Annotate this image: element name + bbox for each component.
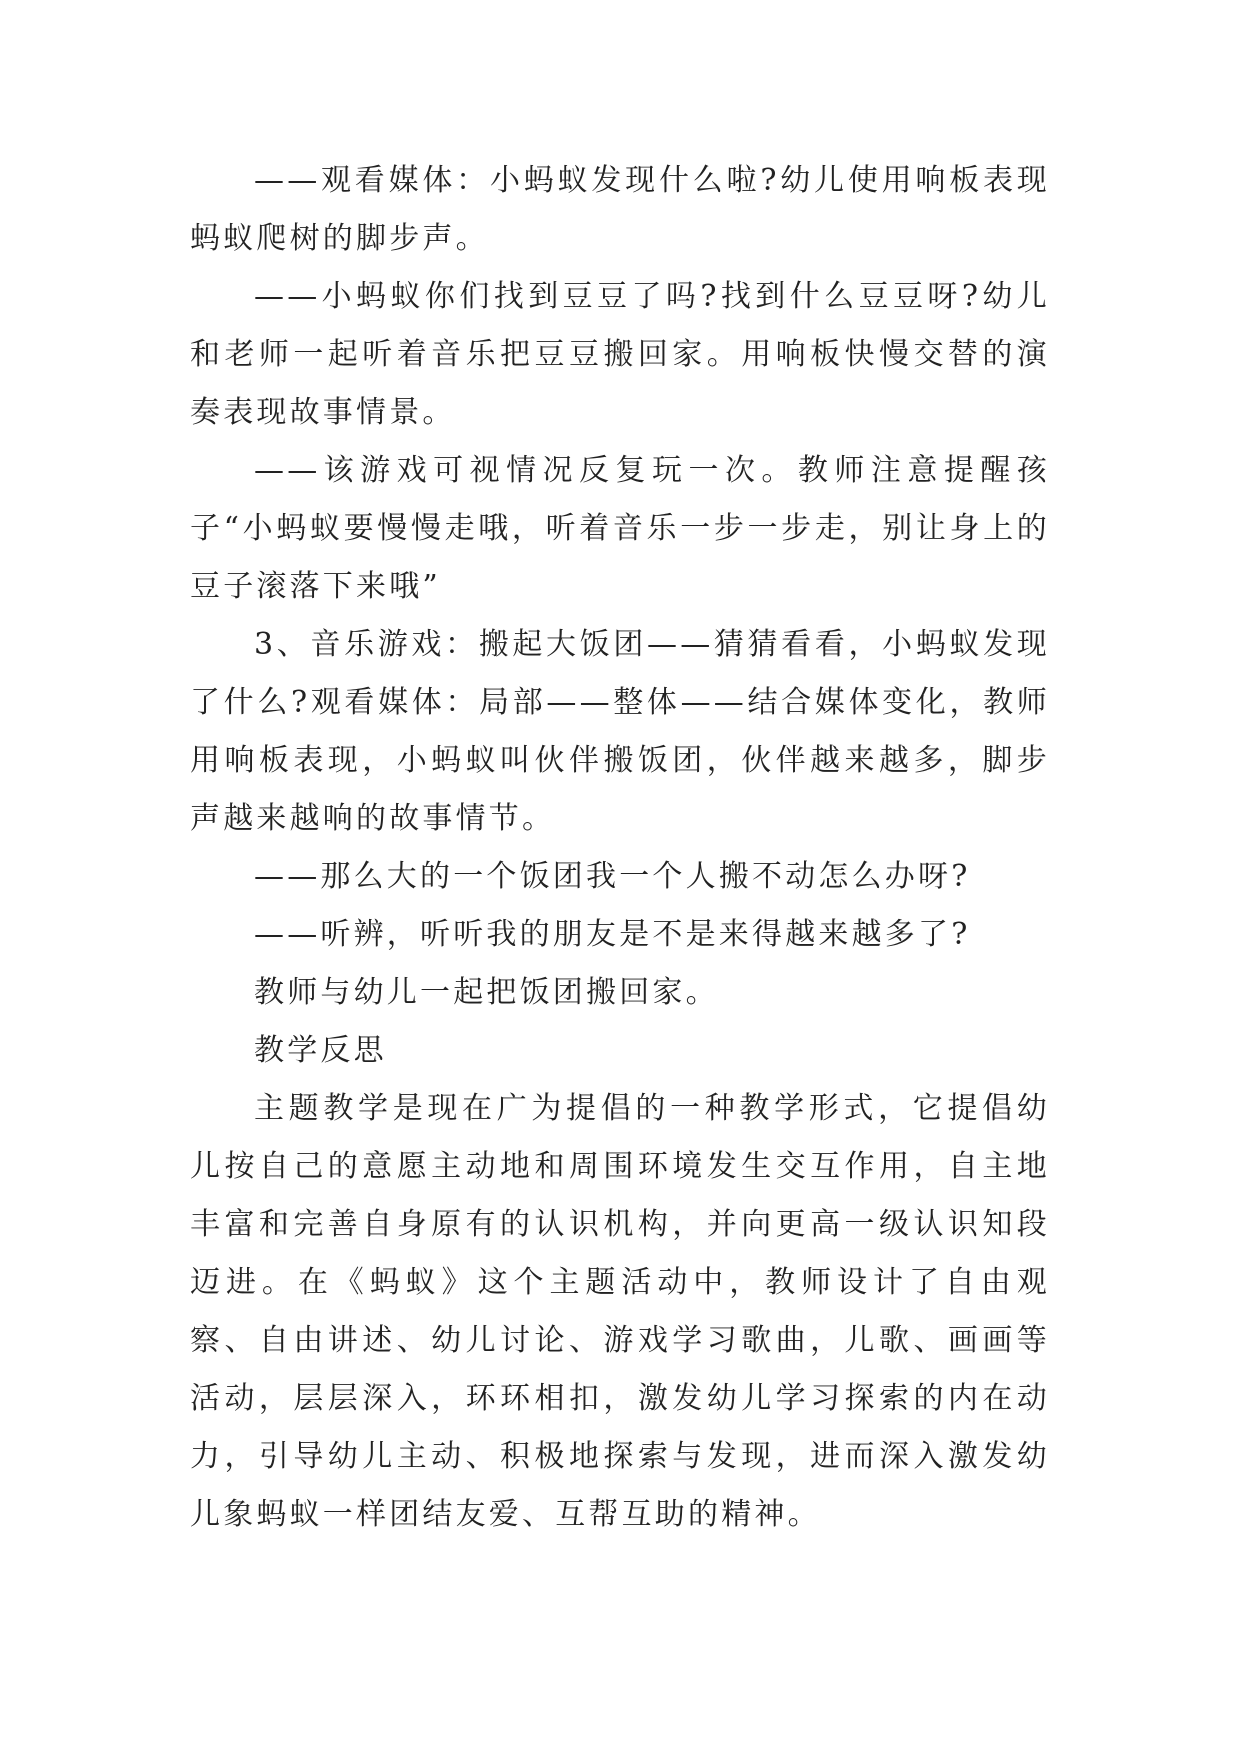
section-heading-reflection: 教学反思 <box>254 1033 387 1068</box>
document-body <box>190 152 1050 1544</box>
paragraph-question-rice-ball: ——那么大的一个饭团我一个人搬不动怎么办呀? <box>254 859 971 894</box>
paragraph-find-beans: ——小蚂蚁你们找到豆豆了吗?找到什么豆豆呀?幼儿和老师一起听着音乐把豆豆搬回家。用响板快慢交替的演奏表现故事情景。 <box>190 279 1050 430</box>
paragraph-reflection-body: 主题教学是现在广为提倡的一种教学形式，它提倡幼儿按自己的意愿主动地和周围环境发生交互作用，自主地丰富和完善自身原有的认识机构，并向更高一级认识知段迈进。在《蚂蚁》这个主题活动中，教师设计了自由观察、自由讲述、幼儿讨论、游戏学习歌曲，儿歌、画画等活动，层层深入，环环相扣，激发幼儿学习探索的内在动力，引导幼儿主动、积极地探索与发现，进而深入激发幼儿象蚂蚁一样团结友爱、互帮互助的精神。 <box>190 1091 1050 1532</box>
paragraph-music-game: 3、音乐游戏：搬起大饭团——猜猜看看，小蚂蚁发现了什么?观看媒体：局部——整体——结合媒体变化，教师用响板表现，小蚂蚁叫伙伴搬饭团，伙伴越来越多，脚步声越来越响的故事情节。 <box>190 627 1050 836</box>
paragraph-carry-home: 教师与幼儿一起把饭团搬回家。 <box>254 975 719 1010</box>
paragraph-listen-friends: ——听辨，听听我的朋友是不是来得越来越多了? <box>254 917 971 952</box>
paragraph-repeat-game: ——该游戏可视情况反复玩一次。教师注意提醒孩子“小蚂蚁要慢慢走哦，听着音乐一步一步走，别让身上的豆子滚落下来哦” <box>190 453 1050 604</box>
paragraph-observe-media: ——观看媒体：小蚂蚁发现什么啦?幼儿使用响板表现蚂蚁爬树的脚步声。 <box>190 163 1050 256</box>
